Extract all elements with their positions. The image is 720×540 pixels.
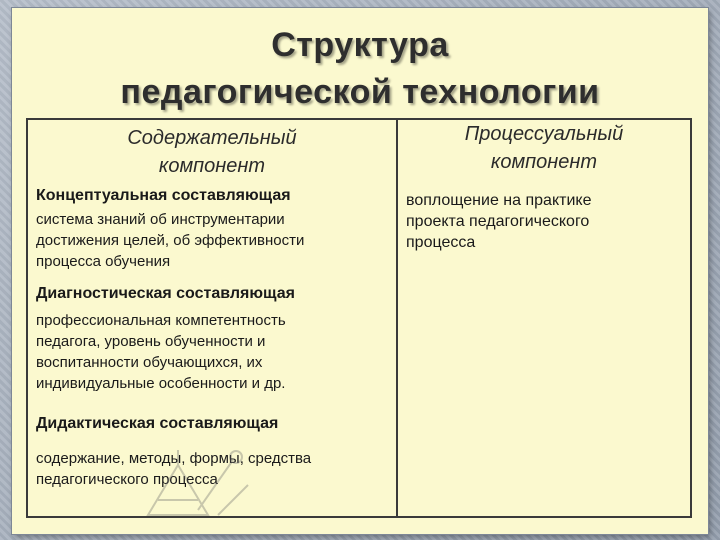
text-line: профессиональная компетентность (36, 312, 286, 329)
process-component-column (398, 120, 690, 516)
text-line: проекта педагогического (406, 213, 590, 230)
content-component-column (28, 120, 398, 516)
heading-line: Содержательный (127, 127, 297, 149)
text-line: процесса (406, 234, 476, 251)
text-line: педагогического процесса (36, 471, 218, 488)
slide-title (0, 22, 720, 116)
heading-line: Процессуальный (464, 123, 624, 145)
content-component-heading (28, 124, 396, 180)
tools-icon (138, 445, 258, 520)
process-text (398, 190, 676, 253)
text-line: система знаний об инструментарии (36, 211, 285, 228)
title-line-1: Структура (271, 26, 449, 64)
heading-line: компонент (490, 151, 598, 173)
section-diagnostic (28, 284, 396, 394)
section-title: Концептуальная составляющая (36, 187, 291, 204)
text-line: воспитанности обучающихся, их (36, 354, 263, 371)
heading-line: компонент (158, 155, 266, 177)
process-component-heading (398, 120, 690, 176)
section-text (28, 209, 386, 272)
section-text (28, 310, 386, 394)
section-title: Дидактическая составляющая (36, 415, 279, 432)
text-line: содержание, методы, формы, средства (36, 450, 312, 467)
text-line: процесса обучения (36, 253, 171, 270)
section-title: Диагностическая составляющая (36, 285, 295, 302)
text-line: достижения целей, об эффективности (36, 232, 305, 249)
section-conceptual (28, 186, 396, 272)
text-line: педагога, уровень обученности и (36, 333, 266, 350)
title-line-2: педагогической технологии (120, 73, 600, 111)
structure-table (26, 118, 692, 518)
text-line: воплощение на практике (406, 192, 592, 209)
text-line: индивидуальные особенности и др. (36, 375, 286, 392)
